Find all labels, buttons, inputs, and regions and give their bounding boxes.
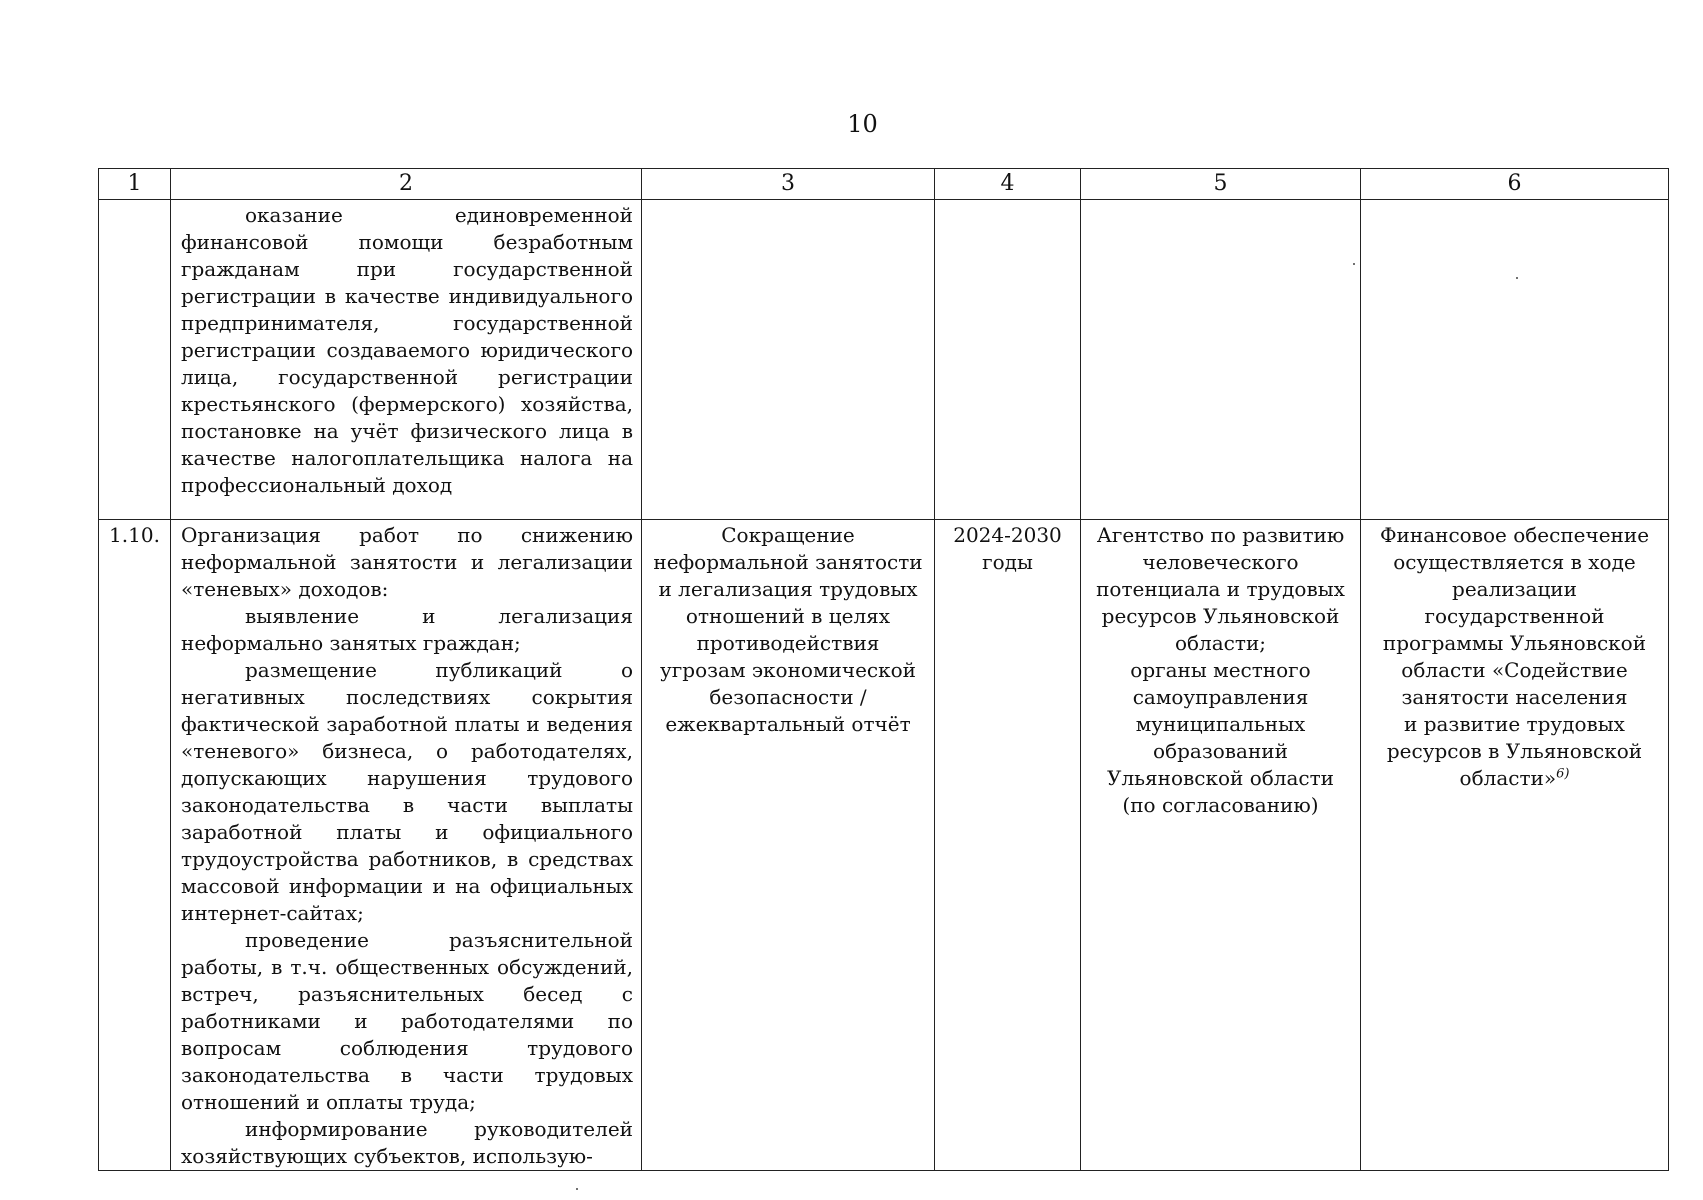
result-line: отношений в целях [685, 604, 891, 628]
scan-speck [1353, 263, 1355, 265]
funding-cell [1361, 200, 1669, 520]
responsible-line: ресурсов Ульяновской [1101, 604, 1340, 628]
table-row-1-10 [99, 520, 1669, 1171]
responsible-line: Ульяновской области [1106, 766, 1335, 790]
result-cell [642, 200, 935, 520]
responsible-line: (по согласованию) [1122, 793, 1319, 817]
column-number-4: 4 [935, 169, 1081, 200]
responsible-cell [1081, 200, 1361, 520]
responsible-line: Агентство по развитию [1096, 523, 1345, 547]
responsible-cell [1081, 520, 1361, 1171]
plan-table [98, 168, 1669, 1171]
result-line: ежеквартальный отчёт [665, 712, 911, 736]
period-line: годы [982, 550, 1033, 574]
responsible-line: самоуправления [1132, 685, 1309, 709]
period-line: 2024-2030 [953, 523, 1062, 547]
column-number-6: 6 [1361, 169, 1669, 200]
funding-line: программы Ульяновской [1382, 631, 1647, 655]
footnote-reference: 6) [1556, 766, 1570, 782]
measure-description: оказание единовременной финансовой помощи безработным гражданам при государственной регистрации в качестве индивидуального предпринимателя, государственной регистрации создаваемого юридического лица, государственной регистрации крестьянского (фермерского) хозяйства, постановке на учёт физического лица в качестве налогоплательщика налога на профессиональный доход [181, 203, 633, 497]
funding-line: государственной [1424, 604, 1605, 628]
funding-line: Финансовое обеспечение [1379, 523, 1650, 547]
measure-item: информирование руководителей хозяйствующих субъектов, использую- [181, 1117, 633, 1168]
result-line: и легализация трудовых [658, 577, 918, 601]
funding-cell [1361, 520, 1669, 1171]
measure-item: выявление и легализация неформально занятых граждан; [181, 604, 633, 655]
row-number-cell [99, 200, 171, 520]
responsible-line: муниципальных [1135, 712, 1306, 736]
column-number-2: 2 [171, 169, 642, 200]
funding-line: ресурсов в Ульяновской [1386, 739, 1643, 763]
funding-line: занятости населения [1401, 685, 1628, 709]
funding-line: области» [1459, 766, 1557, 790]
responsible-line: образований [1153, 739, 1288, 763]
result-line: Сокращение [721, 523, 855, 547]
period-cell [935, 200, 1081, 520]
scan-speck [576, 1188, 578, 1190]
result-line: угрозам экономической [660, 658, 916, 682]
table-header-row [99, 169, 1669, 200]
column-number-1: 1 [99, 169, 171, 200]
result-cell [642, 520, 935, 1171]
responsible-line: потенциала и трудовых [1096, 577, 1345, 601]
result-line: неформальной занятости [653, 550, 923, 574]
funding-line: осуществляется в ходе [1393, 550, 1636, 574]
column-number-5: 5 [1081, 169, 1361, 200]
result-line: безопасности / [709, 685, 867, 709]
measure-description-cell [171, 520, 642, 1171]
page-number: 10 [847, 110, 878, 138]
funding-line: реализации [1452, 577, 1577, 601]
result-line: противодействия [696, 631, 880, 655]
responsible-line: человеческого [1142, 550, 1299, 574]
column-number-3: 3 [642, 169, 935, 200]
scan-speck [1516, 277, 1518, 279]
measure-intro: Организация работ по снижению неформальной занятости и легализации «теневых» доходов: [181, 523, 633, 601]
measure-item: размещение публикаций о негативных последствиях сокрытия фактической заработной платы и ведения «теневого» бизнеса, о работодателях, допускающих нарушения трудового законодательства в части выплаты заработной платы и официального трудоустройства работников, в средствах массовой информации и на официальных интернет-сайтах; [181, 658, 633, 925]
funding-line: области «Содействие [1401, 658, 1628, 682]
measure-item: проведение разъяснительной работы, в т.ч. общественных обсуждений, встреч, разъяснительных бесед с работниками и работодателями по вопросам соблюдения трудового законодательства в части трудовых отношений и оплаты труда; [181, 928, 633, 1114]
responsible-line: органы местного [1130, 658, 1311, 682]
responsible-line: области; [1174, 631, 1267, 655]
funding-line-last [1367, 765, 1662, 792]
row-number: 1.10. [99, 520, 171, 1171]
table-row-continued [99, 200, 1669, 520]
funding-line: и развитие трудовых [1404, 712, 1625, 736]
period-cell [935, 520, 1081, 1171]
measure-description-cell [171, 200, 642, 520]
